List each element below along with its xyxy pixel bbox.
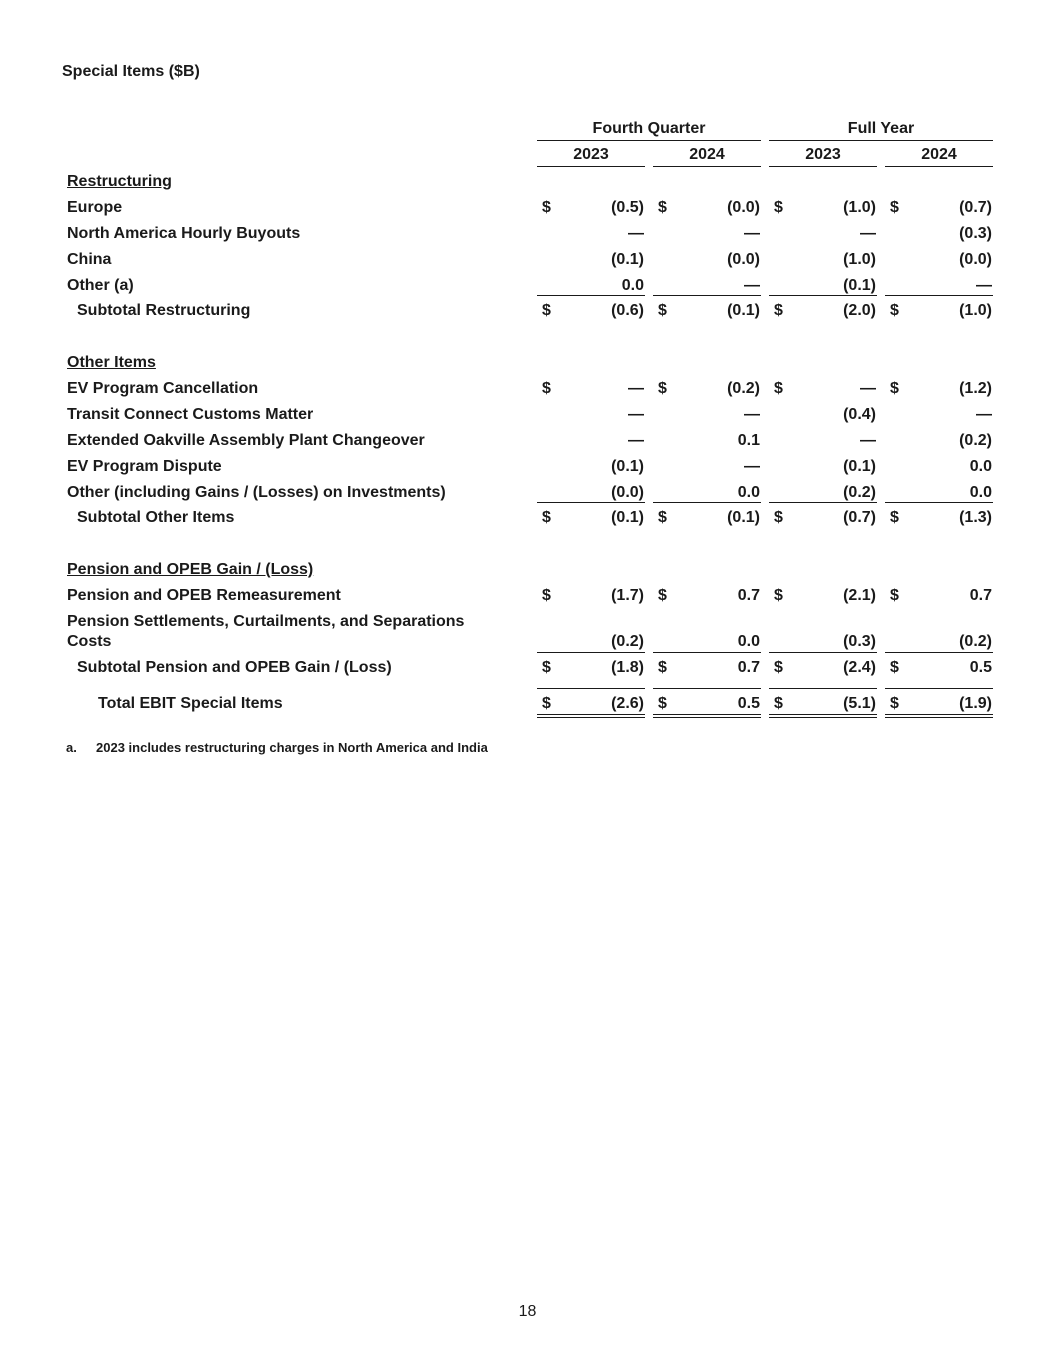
value-cell: (0.0): [959, 251, 992, 268]
value-cell: —: [628, 380, 644, 397]
dollar-sign: $: [658, 695, 667, 712]
dollar-sign: $: [542, 380, 551, 397]
row-label: EV Program Cancellation: [67, 380, 259, 397]
value-cell: —: [628, 406, 644, 423]
subtotal-rule: [769, 688, 877, 689]
footnote-text: 2023 includes restructuring charges in North America and India: [96, 740, 488, 755]
subtotal-rule: [769, 502, 877, 503]
value-cell: (0.1): [843, 458, 876, 475]
value-cell: (0.2): [959, 432, 992, 449]
dollar-sign: $: [542, 199, 551, 216]
total-double-rule: [537, 714, 645, 718]
value-cell: —: [976, 406, 992, 423]
dollar-sign: $: [542, 659, 551, 676]
dollar-sign: $: [658, 587, 667, 604]
row-label: Other (including Gains / (Losses) on Investments): [67, 484, 446, 501]
subtotal-rule: [537, 652, 645, 653]
value-cell: 0.1: [737, 432, 760, 449]
dollar-sign: $: [658, 509, 667, 526]
subtotal-row: [0, 301, 1055, 327]
header-year: 2024: [921, 146, 957, 163]
header-rule: [537, 166, 645, 167]
table-row: [0, 224, 1055, 250]
footnote-marker: a.: [66, 740, 77, 755]
value-cell: —: [628, 432, 644, 449]
dollar-sign: $: [890, 380, 899, 397]
subtotal-label: Subtotal Restructuring: [77, 302, 251, 319]
header-year: 2024: [689, 146, 725, 163]
header-year: 2023: [573, 146, 609, 163]
value-cell: —: [860, 432, 876, 449]
header-rule: [537, 140, 761, 141]
section-row: [0, 560, 1055, 586]
value-cell: 0.0: [969, 484, 992, 501]
header-rule: [769, 140, 993, 141]
value-cell: (0.5): [611, 199, 644, 216]
value-cell: (0.1): [727, 302, 760, 319]
section-row: [0, 353, 1055, 379]
dollar-sign: $: [542, 302, 551, 319]
value-cell: (0.3): [959, 225, 992, 242]
value-cell: —: [860, 225, 876, 242]
total-double-rule: [769, 714, 877, 718]
table-row: [0, 457, 1055, 483]
dollar-sign: $: [658, 199, 667, 216]
value-cell: (1.0): [843, 199, 876, 216]
subtotal-rule: [537, 688, 645, 689]
value-cell: 0.5: [969, 659, 992, 676]
dollar-sign: $: [542, 509, 551, 526]
row-label: Other (a): [67, 277, 134, 294]
value-cell: 0.5: [737, 695, 760, 712]
value-cell: (1.0): [843, 251, 876, 268]
header-rule: [769, 166, 877, 167]
value-cell: —: [744, 225, 760, 242]
row-label: China: [67, 251, 112, 268]
subtotal-rule: [885, 502, 993, 503]
header-rule: [885, 166, 993, 167]
page-number: 18: [518, 1303, 537, 1320]
value-cell: 0.7: [969, 587, 992, 604]
value-cell: —: [744, 406, 760, 423]
row-label-continued: Costs: [67, 633, 112, 650]
dollar-sign: $: [774, 380, 783, 397]
value-cell: —: [860, 380, 876, 397]
value-cell: (1.3): [959, 509, 992, 526]
row-label: Transit Connect Customs Matter: [67, 406, 314, 423]
dollar-sign: $: [658, 380, 667, 397]
value-cell: (0.1): [611, 251, 644, 268]
dollar-sign: $: [890, 695, 899, 712]
dollar-sign: $: [774, 587, 783, 604]
table-row: [0, 198, 1055, 224]
header-full-year: Full Year: [847, 120, 915, 137]
table-row: [0, 431, 1055, 457]
table-row: [0, 586, 1055, 612]
dollar-sign: $: [542, 587, 551, 604]
subtotal-row: [0, 658, 1055, 684]
value-cell: (0.2): [611, 633, 644, 650]
table-row: [0, 276, 1055, 302]
value-cell: (0.2): [843, 484, 876, 501]
section-row: [0, 172, 1055, 198]
value-cell: —: [976, 277, 992, 294]
subtotal-rule: [653, 652, 761, 653]
total-label: Total EBIT Special Items: [98, 695, 283, 712]
subtotal-row: [0, 508, 1055, 534]
dollar-sign: $: [774, 509, 783, 526]
value-cell: —: [744, 458, 760, 475]
row-label: Pension Settlements, Curtailments, and Separations: [67, 613, 465, 630]
value-cell: (2.4): [843, 659, 876, 676]
subtotal-label: Subtotal Pension and OPEB Gain / (Loss): [77, 659, 392, 676]
dollar-sign: $: [774, 695, 783, 712]
value-cell: 0.7: [737, 587, 760, 604]
page-title: Special Items ($B): [62, 63, 200, 80]
value-cell: 0.0: [969, 458, 992, 475]
subtotal-rule: [885, 295, 993, 296]
value-cell: (0.3): [843, 633, 876, 650]
dollar-sign: $: [774, 199, 783, 216]
dollar-sign: $: [890, 587, 899, 604]
subtotal-rule: [537, 502, 645, 503]
value-cell: (0.1): [611, 458, 644, 475]
row-label: EV Program Dispute: [67, 458, 222, 475]
subtotal-rule: [653, 688, 761, 689]
value-cell: (1.8): [611, 659, 644, 676]
value-cell: 0.0: [737, 633, 760, 650]
value-cell: (0.0): [727, 199, 760, 216]
subtotal-rule: [769, 652, 877, 653]
total-double-rule: [653, 714, 761, 718]
table-row: [0, 483, 1055, 509]
value-cell: (0.0): [727, 251, 760, 268]
header-fourth-quarter: Fourth Quarter: [592, 120, 706, 137]
subtotal-rule: [885, 652, 993, 653]
subtotal-label: Subtotal Other Items: [77, 509, 235, 526]
dollar-sign: $: [890, 509, 899, 526]
dollar-sign: $: [774, 302, 783, 319]
value-cell: (0.4): [843, 406, 876, 423]
section-heading: Restructuring: [67, 173, 172, 190]
subtotal-rule: [769, 295, 877, 296]
value-cell: —: [744, 277, 760, 294]
subtotal-rule: [653, 502, 761, 503]
row-label: Pension and OPEB Remeasurement: [67, 587, 341, 604]
value-cell: (2.1): [843, 587, 876, 604]
value-cell: 0.0: [621, 277, 644, 294]
table-row: [0, 405, 1055, 431]
row-label: Extended Oakville Assembly Plant Changeover: [67, 432, 425, 449]
subtotal-rule: [537, 295, 645, 296]
value-cell: (1.7): [611, 587, 644, 604]
subtotal-rule: [653, 295, 761, 296]
value-cell: —: [628, 225, 644, 242]
value-cell: (0.1): [611, 509, 644, 526]
value-cell: (0.1): [843, 277, 876, 294]
value-cell: (1.9): [959, 695, 992, 712]
dollar-sign: $: [890, 659, 899, 676]
dollar-sign: $: [542, 695, 551, 712]
header-year: 2023: [805, 146, 841, 163]
value-cell: (1.2): [959, 380, 992, 397]
value-cell: 0.7: [737, 659, 760, 676]
dollar-sign: $: [658, 659, 667, 676]
dollar-sign: $: [890, 302, 899, 319]
value-cell: (0.6): [611, 302, 644, 319]
value-cell: (0.7): [959, 199, 992, 216]
value-cell: (0.1): [727, 509, 760, 526]
section-heading: Other Items: [67, 354, 156, 371]
table-row: [0, 379, 1055, 405]
value-cell: (2.0): [843, 302, 876, 319]
value-cell: 0.0: [737, 484, 760, 501]
table-row: [0, 612, 1055, 650]
value-cell: (2.6): [611, 695, 644, 712]
value-cell: (0.2): [727, 380, 760, 397]
value-cell: (1.0): [959, 302, 992, 319]
value-cell: (0.2): [959, 633, 992, 650]
section-heading: Pension and OPEB Gain / (Loss): [67, 561, 314, 578]
dollar-sign: $: [774, 659, 783, 676]
total-double-rule: [885, 714, 993, 718]
subtotal-rule: [885, 688, 993, 689]
row-label: North America Hourly Buyouts: [67, 225, 301, 242]
header-rule: [653, 166, 761, 167]
value-cell: (5.1): [843, 695, 876, 712]
dollar-sign: $: [890, 199, 899, 216]
value-cell: (0.0): [611, 484, 644, 501]
value-cell: (0.7): [843, 509, 876, 526]
row-label: Europe: [67, 199, 123, 216]
dollar-sign: $: [658, 302, 667, 319]
table-row: [0, 250, 1055, 276]
